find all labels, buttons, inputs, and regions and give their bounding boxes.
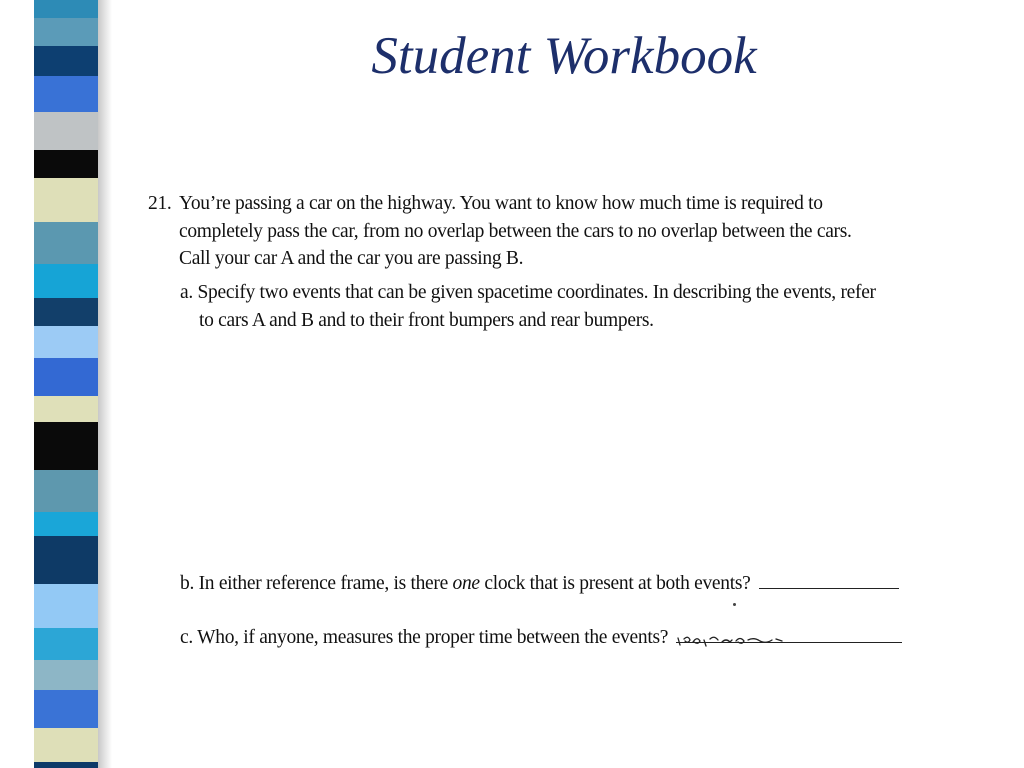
question-number: 21. [148, 193, 172, 214]
stray-mark [733, 603, 736, 606]
stripe-segment [34, 762, 98, 768]
question-line [148, 245, 948, 273]
stripe-segment [34, 512, 98, 536]
part-a-line-1: a. Specify two events that can be given spacetime coordinates. In describing the events, refer [180, 282, 876, 303]
stripe-segment [34, 298, 98, 326]
part-c [180, 624, 902, 652]
stripe-segment [34, 422, 98, 470]
handwritten-scribble [676, 630, 786, 648]
part-c-text: c. Who, if anyone, measures the proper time between the events? [180, 627, 669, 648]
stripe-segment [34, 222, 98, 264]
answer-blank-b[interactable] [759, 574, 899, 589]
question-line [148, 190, 948, 218]
part-b [180, 570, 899, 598]
answer-blank-c[interactable] [676, 628, 902, 643]
question-text-line-2: completely pass the car, from no overlap between the cars to no overlap between the cars. [179, 220, 852, 242]
stripe-segment [34, 150, 98, 178]
question-line [148, 218, 948, 246]
question-text-line-1: You’re passing a car on the highway. You want to know how much time is required to [179, 193, 823, 214]
stripe-segment [34, 660, 98, 690]
question-text-line-3: Call your car A and the car you are passing B. [179, 248, 524, 269]
stripe-segment [34, 584, 98, 628]
part-a-line-2: to cars A and B and to their front bumpers and rear bumpers. [199, 309, 654, 331]
stripe-segment [34, 628, 98, 660]
stripe-segment [34, 0, 98, 18]
stripe-shadow [98, 0, 112, 768]
stripe-segment [34, 112, 98, 150]
part-a [180, 279, 876, 334]
question-21 [148, 190, 948, 273]
stripe-segment [34, 396, 98, 422]
stripe-segment [34, 470, 98, 512]
decorative-stripe-border [34, 0, 98, 768]
stripe-segment [34, 358, 98, 396]
stripe-segment [34, 728, 98, 762]
stripe-segment [34, 536, 98, 584]
part-b-emphasis: one [452, 573, 480, 594]
part-b-text-after: clock that is present at both events? [479, 573, 751, 594]
slide-title: Student Workbook [371, 27, 757, 85]
stripe-segment [34, 690, 98, 728]
stripe-segment [34, 326, 98, 358]
part-b-text-before: b. In either reference frame, is there [180, 573, 453, 594]
stripe-segment [34, 264, 98, 298]
stripe-segment [34, 178, 98, 222]
